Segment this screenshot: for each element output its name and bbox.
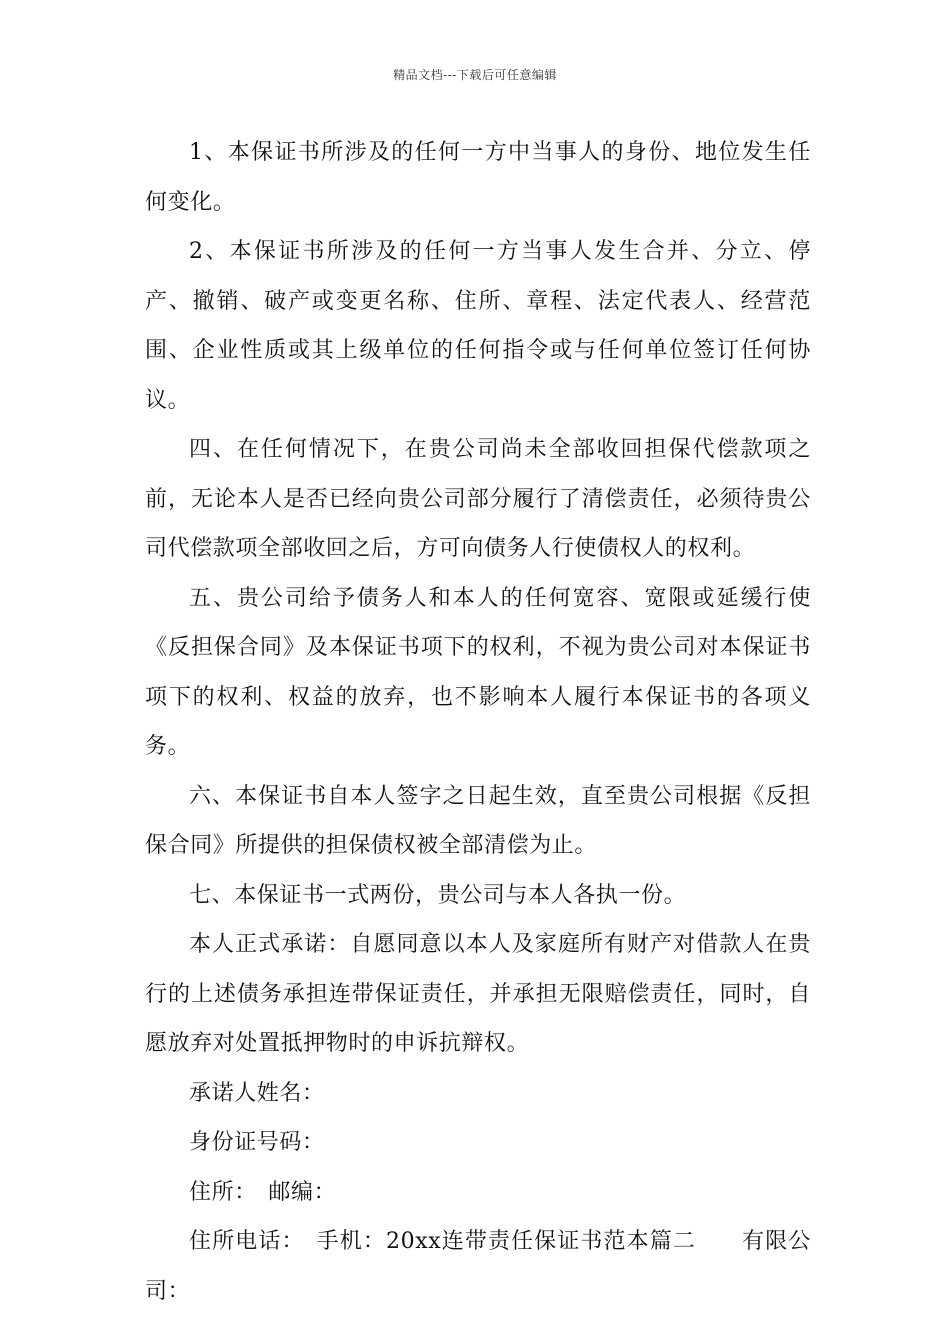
page-header: 精品文档---下载后可任意编辑 <box>393 68 557 82</box>
paragraph-clause-six: 六、本保证书自本人签字之日起生效，直至贵公司根据《反担保合同》所提供的担保债权被全部清偿为止。 <box>145 783 811 858</box>
field-id-number: 身份证号码： <box>189 1130 325 1155</box>
field-phone-mobile: 住所电话： 手机：20xx连带责任保证书范本篇二 有限公司： <box>145 1229 811 1304</box>
paragraph-commitment: 本人正式承诺：自愿同意以本人及家庭所有财产对借款人在贵行的上述债务承担连带保证责任，并承担无限赔偿责任，同时，自愿放弃对处置抵押物时的申诉抗辩权。 <box>145 932 811 1056</box>
field-address-postcode: 住所： 邮编： <box>189 1179 337 1205</box>
paragraph-merger-or-change: 2、本保证书所涉及的任何一方当事人发生合并、分立、停产、撤销、破产或变更名称、住所、章程、法定代表人、经营范围、企业性质或其上级单位的任何指令或与任何单位签订任何协议。 <box>145 239 811 413</box>
field-promisor-name: 承诺人姓名： <box>189 1080 325 1106</box>
paragraph-clause-five: 五、贵公司给予债务人和本人的任何宽容、宽限或延缓行使《反担保合同》及本保证书项下的权利，不视为贵公司对本保证书项下的权利、权益的放弃，也不影响本人履行本保证书的各项义务。 <box>145 585 811 759</box>
paragraph-change-of-status: 1、本保证书所涉及的任何一方中当事人的身份、地位发生任何变化。 <box>145 140 811 215</box>
paragraph-clause-seven: 七、本保证书一式两份，贵公司与本人各执一份。 <box>189 882 687 908</box>
document-body <box>145 128 811 1316</box>
paragraph-clause-four: 四、在任何情况下，在贵公司尚未全部收回担保代偿款项之前，无论本人是否已经向贵公司部分履行了清偿责任，必须待贵公司代偿款项全部收回之后，方可向债务人行使债权人的权利。 <box>145 437 811 561</box>
